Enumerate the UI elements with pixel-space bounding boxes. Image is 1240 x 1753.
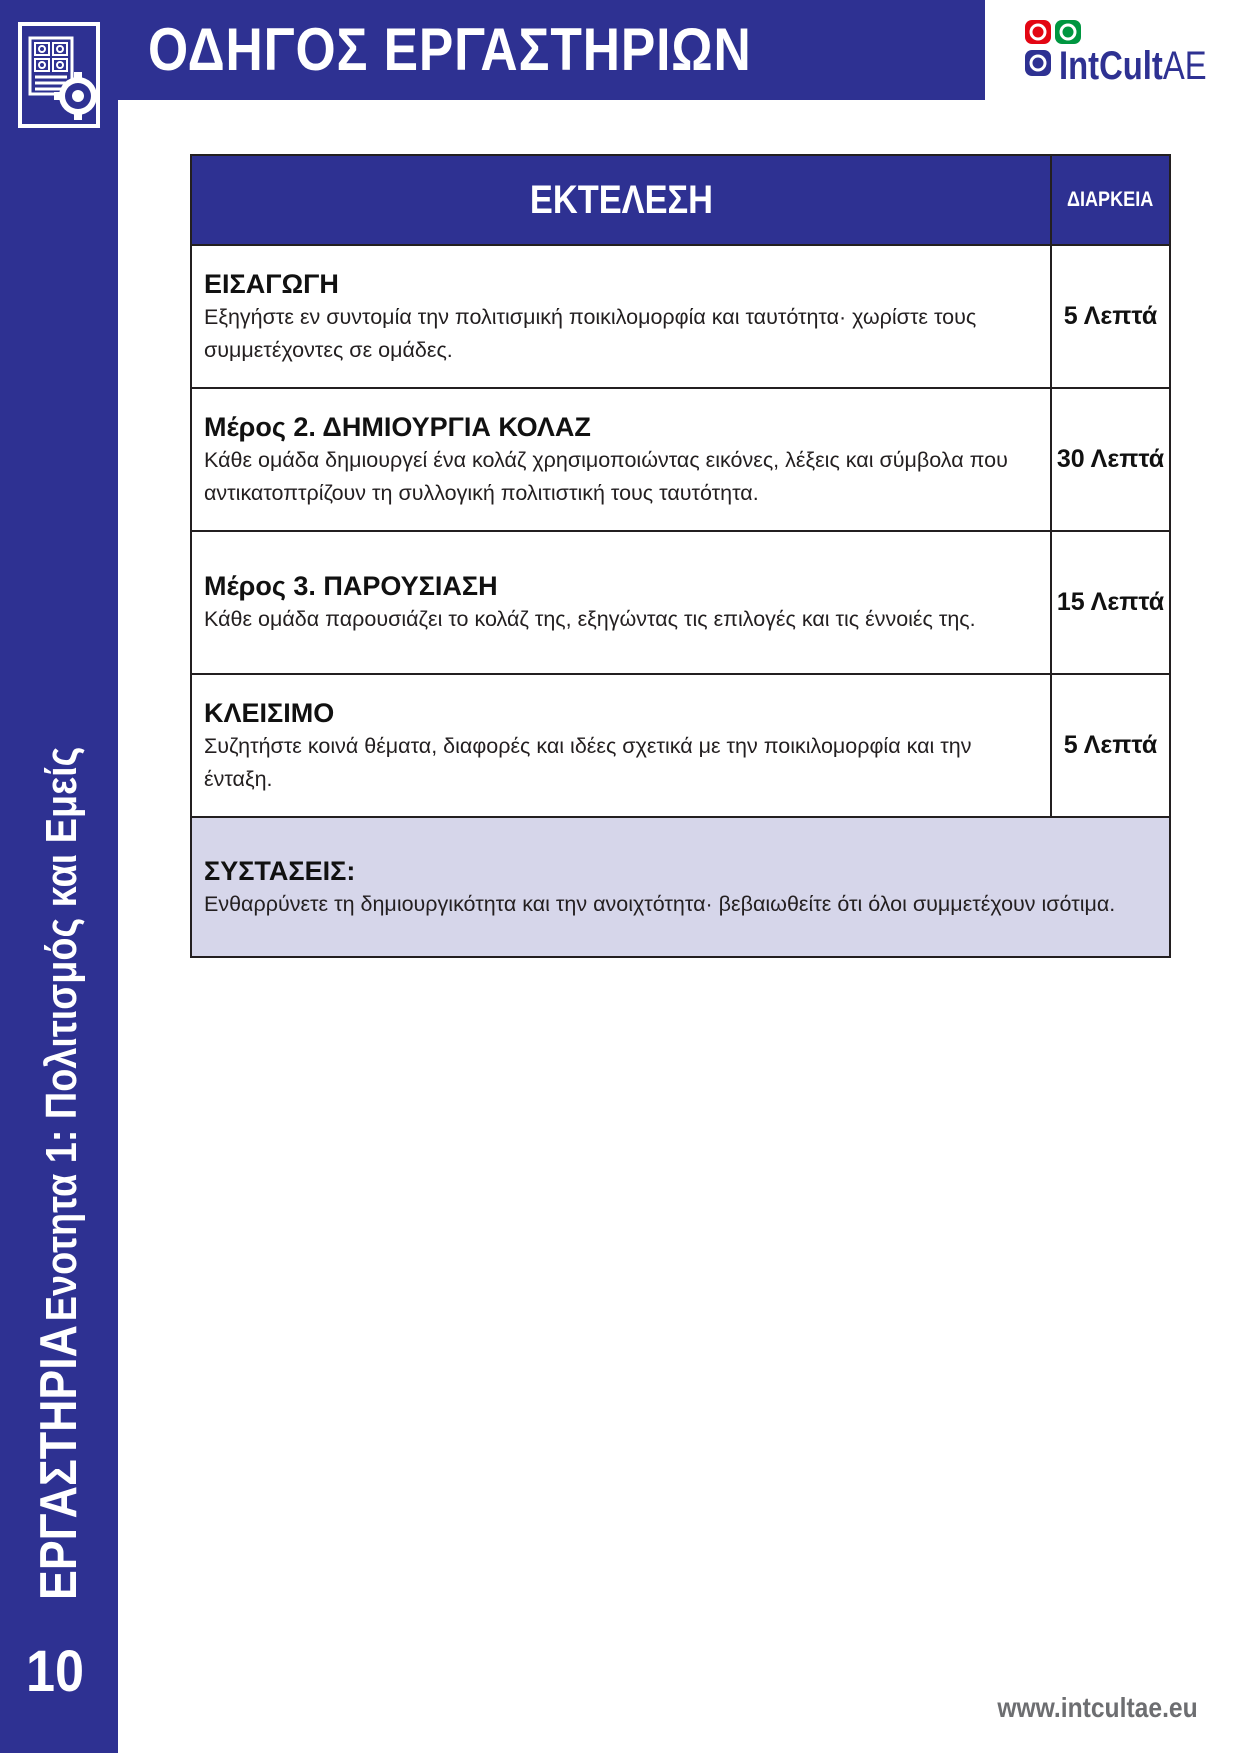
step-cell bbox=[191, 245, 1051, 388]
logo bbox=[1025, 18, 1215, 88]
step-cell bbox=[191, 531, 1051, 674]
step-description: Κάθε ομάδα δημιουργεί ένα κολάζ χρησιμοποιώντας εικόνες, λέξεις και σύμβολα που αντικατοπτρίζουν τη συλλογική πολιτιστική τους ταυτότητα. bbox=[204, 447, 1008, 505]
step-title: ΚΛΕΙΣΙΜΟ bbox=[204, 697, 335, 728]
vertical-label-bold: ΕΡΓΑΣΤΗΡΙΑ bbox=[30, 1325, 88, 1600]
duration-cell: 5 Λεπτά bbox=[1051, 674, 1170, 817]
step-title: Μέρος 3. ΠΑΡΟΥΣΙΑΣΗ bbox=[204, 571, 498, 601]
workshop-guide-icon bbox=[18, 22, 100, 128]
recommendations-title: ΣΥΣΤΑΣΕΙΣ: bbox=[204, 855, 356, 886]
table-row bbox=[191, 674, 1170, 817]
step-cell bbox=[191, 674, 1051, 817]
step-title: Μέρος 2. ΔΗΜΙΟΥΡΓΙΑ ΚΟΛΑΖ bbox=[204, 411, 591, 442]
execution-table bbox=[190, 154, 1171, 958]
table-row bbox=[191, 388, 1170, 531]
step-cell bbox=[191, 388, 1051, 531]
step-description: Κάθε ομάδα παρουσιάζει το κολάζ της, εξηγώντας τις επιλογές και τις έννοιές της. bbox=[204, 607, 976, 631]
logo-text-light: AE bbox=[1162, 44, 1207, 88]
duration-header: ΔΙΑΡΚΕΙΑ bbox=[1051, 155, 1170, 245]
step-description: Συζητήστε κοινά θέματα, διαφορές και ιδέες σχετικά με την ποικιλομορφία και την ένταξη. bbox=[204, 733, 972, 791]
page-title: ΟΔΗΓΟΣ ΕΡΓΑΣΤΗΡΙΩΝ bbox=[148, 16, 752, 83]
table-header-row bbox=[191, 155, 1170, 245]
execution-header: ΕΚΤΕΛΕΣΗ bbox=[191, 155, 1051, 245]
logo-text bbox=[1059, 44, 1207, 88]
duration-cell: 15 Λεπτά bbox=[1051, 531, 1170, 674]
table-row bbox=[191, 245, 1170, 388]
footer-url[interactable]: www.intcultae.eu bbox=[997, 1692, 1198, 1723]
recommendations-row bbox=[191, 817, 1170, 957]
duration-cell: 5 Λεπτά bbox=[1051, 245, 1170, 388]
logo-text-bold: IntCult bbox=[1059, 44, 1163, 88]
step-title: ΕΙΣΑΓΩΓΗ bbox=[204, 268, 339, 299]
recommendations-cell bbox=[191, 817, 1170, 957]
table-row bbox=[191, 531, 1170, 674]
duration-cell: 30 Λεπτά bbox=[1051, 388, 1170, 531]
recommendations-text: Ενθαρρύνετε τη δημιουργικότητα και την ανοιχτότητα· βεβαιωθείτε ότι όλοι συμμετέχουν ισότιμα. bbox=[204, 891, 1116, 916]
page-number: 10 bbox=[26, 1639, 85, 1704]
step-description: Εξηγήστε εν συντομία την πολιτισμική ποικιλομορφία και ταυτότητα· χωρίστε τους συμμετέχοντες σε ομάδες. bbox=[204, 304, 977, 362]
vertical-section-label bbox=[24, 600, 94, 1600]
vertical-label-rest: Ενοτητα 1: Πολιτισμός και Εμείς bbox=[37, 746, 86, 1322]
